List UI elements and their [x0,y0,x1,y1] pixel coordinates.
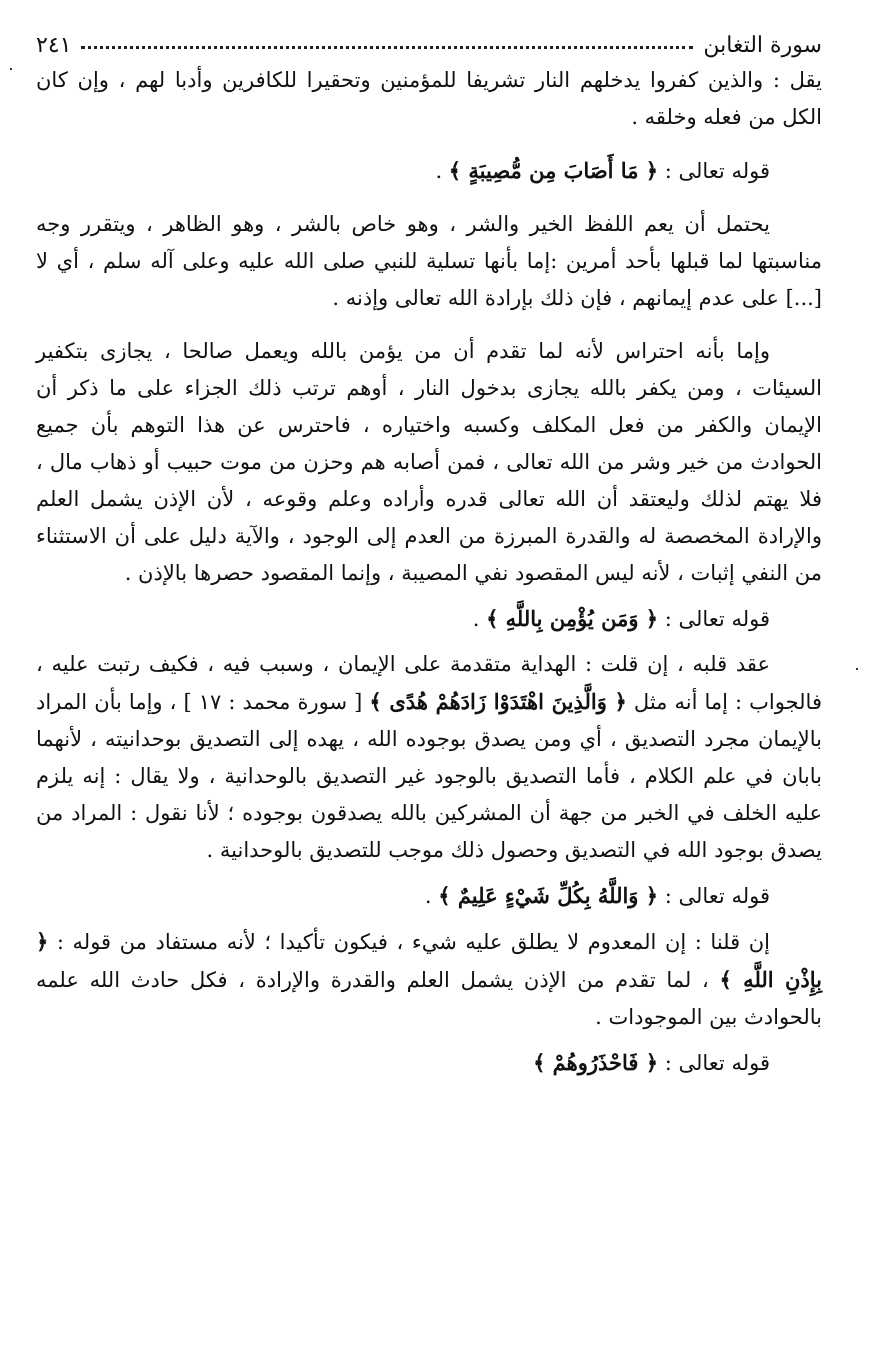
paragraph-text: يقل : والذين كفروا يدخلهم النار تشريفا للمؤمنين وتحقيرا للكافرين وأدبا لهم ، وإن كان الكل من فعله وخلقه . [36,68,822,129]
verse-heading-3 [36,877,822,915]
document-page [36,28,822,1082]
paragraph-5 [36,923,822,1036]
quran-verse: ﴿ وَالَّذِينَ اهْتَدَوْا زَادَهُمْ هُدًى ﴾ [369,689,627,714]
dotted-leader [81,46,693,49]
quran-verse: ﴿ بِإِذْنِ اللَّهِ ﴾ [36,929,822,992]
paragraph-text: وإما بأنه احتراس لأنه لما تقدم أن من يؤمن بالله ويعمل صالحا ، يجازى بتكفير السيئات ، ومن يكفر بالله يجازى بدخول النار ، أوهم ترتب ذلك الجزاء على ما ذكر أن الإيمان والكفر من فعل المكلف وكسبه واختياره ، فاحترس عن هذا التوهم بأن جميع الحوادث من خير وشر من الله تعالى ، فمن أصابه هم وحزن من موت حبيب أو ذهاب مال ، فلا يهتم لذلك وليعتقد أن الله تعالى قدره وأراده وعلم وقوعه ، لأن الإذن يشمل العلم والإرادة المخصصة له والقدرة المبرزة من العدم إلى الوجود ، والآية دليل على أن الاستثناء من النفي إثبات ، لأنه ليس المقصود نفي المصيبة ، وإنما المقصود حصرها بالإذن . [36,339,822,585]
quran-verse: ﴿ مَا أَصَابَ مِن مُّصِيبَةٍ ﴾ [448,158,659,183]
paragraph-1 [36,62,822,136]
quran-verse: ﴿ وَمَن يُؤْمِن بِاللَّهِ ﴾ [486,606,659,631]
heading-prefix: قوله تعالى : [658,159,770,183]
paragraph-text: [ سورة محمد : ١٧ ] ، وإما بأن المراد بالإيمان مجرد التصديق ، أي ومن يصدق بوجوده الله ، يهده إلى التصديق بوحدانيته ، لأنهما بابان في علم الكلام ، فأما التصديق بالوجود غير التصديق بالوحدانية ، ولا يقال : إنه يلزم عليه الخلف في الخبر من جهة أن المشركين بالله يصدقون بوجوده ؛ لأنا نقول : المراد من يصدق بوجود الله في التصديق وحصول ذلك موجب للتصديق بالوحدانية . [36,690,823,862]
scan-speck [856,668,858,670]
paragraph-3 [36,333,822,592]
quran-verse: ﴿ وَاللَّهُ بِكُلِّ شَيْءٍ عَلِيمٌ ﴾ [438,883,659,908]
heading-prefix: قوله تعالى : [658,607,770,631]
heading-prefix: قوله تعالى : [658,1051,770,1075]
heading-prefix: قوله تعالى : [658,884,770,908]
scan-speck [10,68,12,70]
running-header [36,28,822,62]
heading-suffix: . [435,159,449,183]
quran-verse: ﴿ فَاحْذَرُوهُمْ ﴾ [533,1050,659,1075]
verse-heading-2 [36,600,822,638]
page-number: ٢٤١ [36,32,72,58]
paragraph-4 [36,646,822,869]
verse-heading-4 [36,1044,822,1082]
paragraph-text: عقد قلبه ، إن قلت : الهداية متقدمة على الإيمان ، وسبب فيه ، فكيف رتبت عليه ، فالجواب : إما أنه مثل [36,652,822,714]
heading-suffix: . [424,884,439,908]
paragraph-text: يحتمل أن يعم اللفظ الخير والشر ، وهو خاص بالشر ، وهو الظاهر ، ويتقرر وجه مناسبتها لما قبلها بأحد أمرين :إما بأنها تسلية للنبي صلى الله عليه وعلى آله سلم ، أي لا [...] على عدم إيمانهم ، فإن ذلك بإرادة الله تعالى وإذنه . [36,212,822,310]
paragraph-text: إن قلنا : إن المعدوم لا يطلق عليه شيء ، فيكون تأكيدا ؛ لأنه مستفاد من قوله : [48,930,770,954]
paragraph-text: ، لما تقدم من الإذن يشمل العلم والقدرة والإرادة ، فكل حادث الله علمه بالحوادث بين الموجودات . [36,968,822,1029]
heading-suffix: . [472,607,487,631]
paragraph-2 [36,206,822,317]
verse-heading-1 [36,152,822,190]
surah-name: سورة التغابن [703,32,822,58]
